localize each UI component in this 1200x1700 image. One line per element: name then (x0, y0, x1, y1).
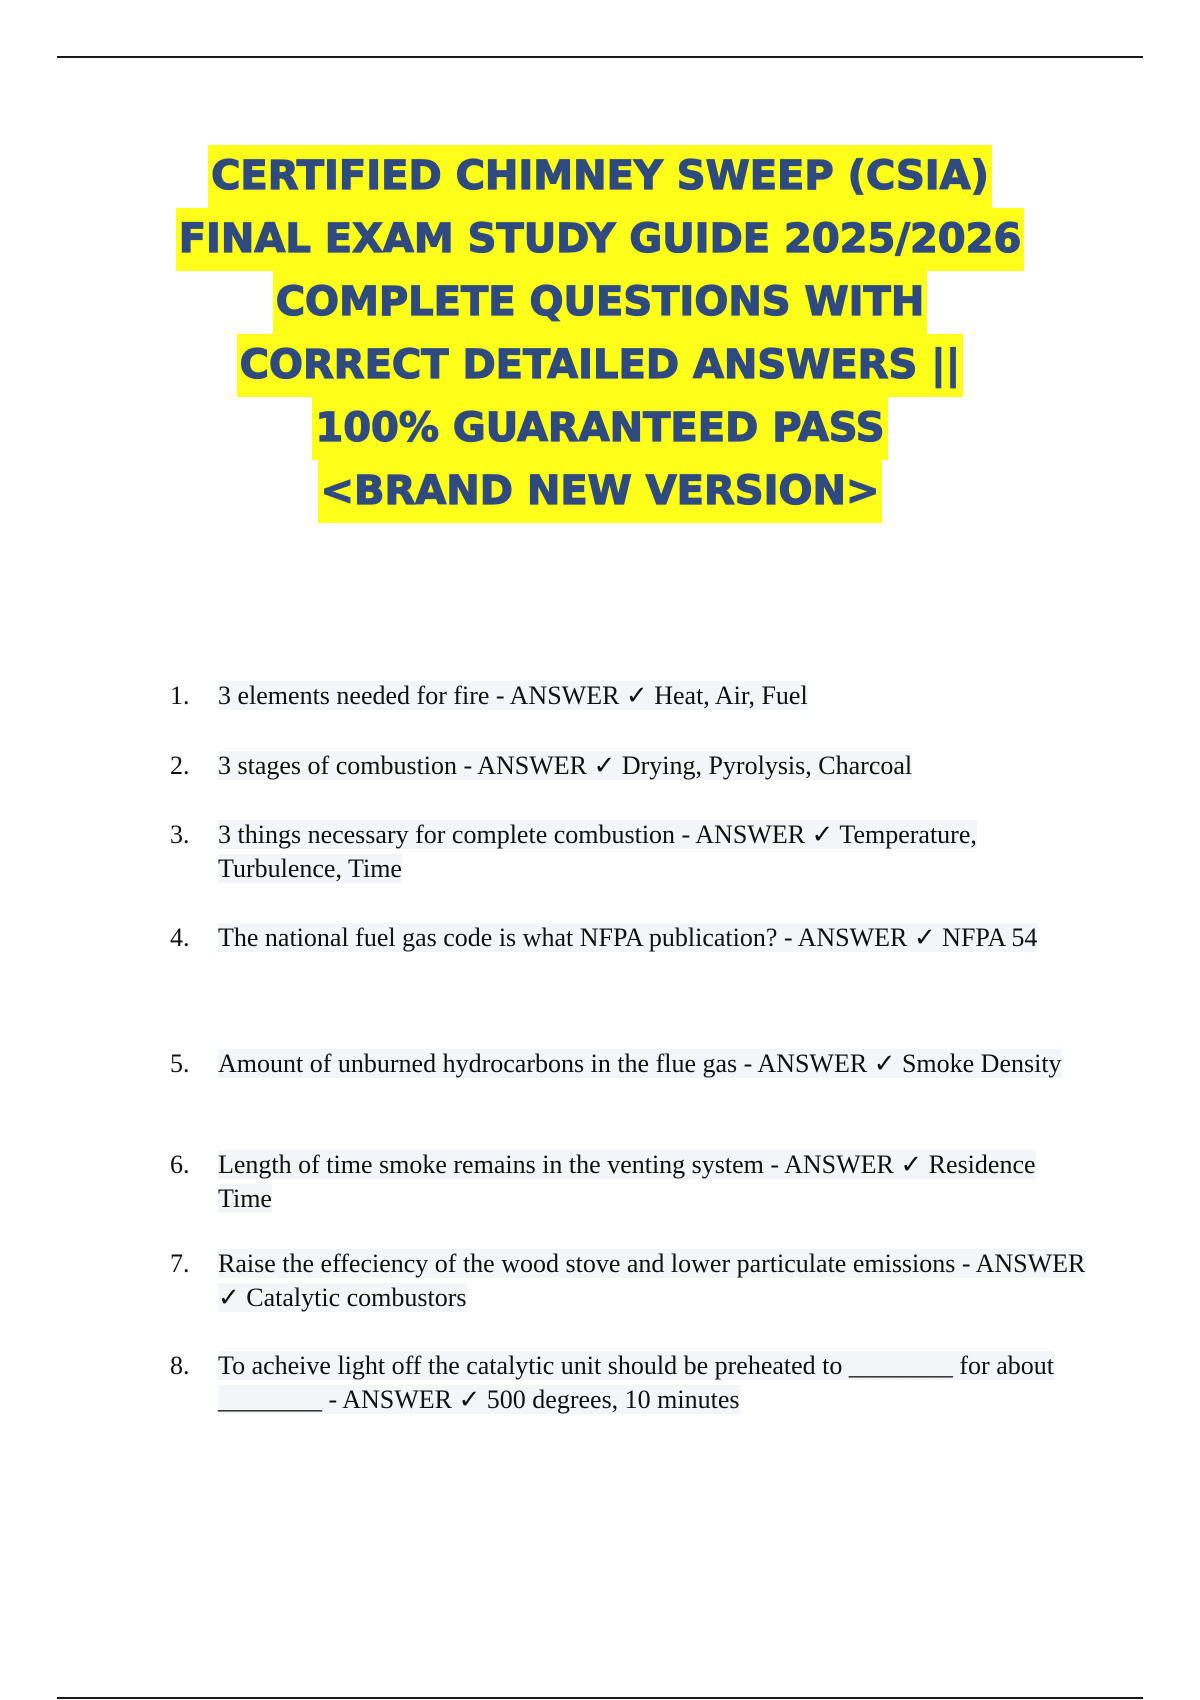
item-text-content: 3 stages of combustion - ANSWER ✓ Drying, Pyrolysis, Charcoal (218, 751, 913, 780)
title-text: CORRECT DETAILED ANSWERS || (237, 334, 964, 397)
item-text (218, 679, 1088, 713)
item-number: 3. (170, 820, 190, 849)
item-number: 7. (170, 1249, 190, 1278)
item-number: 6. (170, 1150, 190, 1179)
item-text (218, 1148, 1088, 1216)
item-number: 2. (170, 751, 190, 780)
item-text-content: Raise the effeciency of the wood stove and lower particulate emissions - ANSWER ✓ Catalytic combustors (218, 1249, 1086, 1312)
item-text (218, 1349, 1088, 1417)
item-text-content: The national fuel gas code is what NFPA publication? - ANSWER ✓ NFPA 54 (218, 923, 1038, 952)
title-text: COMPLETE QUESTIONS WITH (273, 271, 928, 334)
item-text (218, 921, 1088, 955)
item-text (218, 818, 1088, 886)
item-text (218, 749, 1088, 783)
item-text (218, 1247, 1088, 1315)
item-number: 4. (170, 923, 190, 952)
item-text (218, 1047, 1088, 1081)
bottom-rule (57, 1697, 1143, 1699)
title-text: 100% GUARANTEED PASS (312, 397, 887, 460)
item-number: 5. (170, 1049, 190, 1078)
item-number: 8. (170, 1351, 190, 1380)
title-text: <BRAND NEW VERSION> (318, 460, 883, 523)
item-text-content: Amount of unburned hydrocarbons in the flue gas - ANSWER ✓ Smoke Density (218, 1049, 1062, 1078)
item-number: 1. (170, 681, 190, 710)
item-text-content: Length of time smoke remains in the venting system - ANSWER ✓ Residence Time (218, 1150, 1036, 1213)
title-text: CERTIFIED CHIMNEY SWEEP (CSIA) (208, 145, 992, 208)
item-text-content: 3 things necessary for complete combustion - ANSWER ✓ Temperature, Turbulence, Time (218, 820, 977, 883)
item-text-content: 3 elements needed for fire - ANSWER ✓ Heat, Air, Fuel (218, 681, 808, 710)
title-text: FINAL EXAM STUDY GUIDE 2025/2026 (176, 208, 1025, 271)
item-text-content: To acheive light off the catalytic unit should be preheated to ________ for about ________ - ANSWER ✓ 500 degrees, 10 minutes (218, 1351, 1054, 1414)
